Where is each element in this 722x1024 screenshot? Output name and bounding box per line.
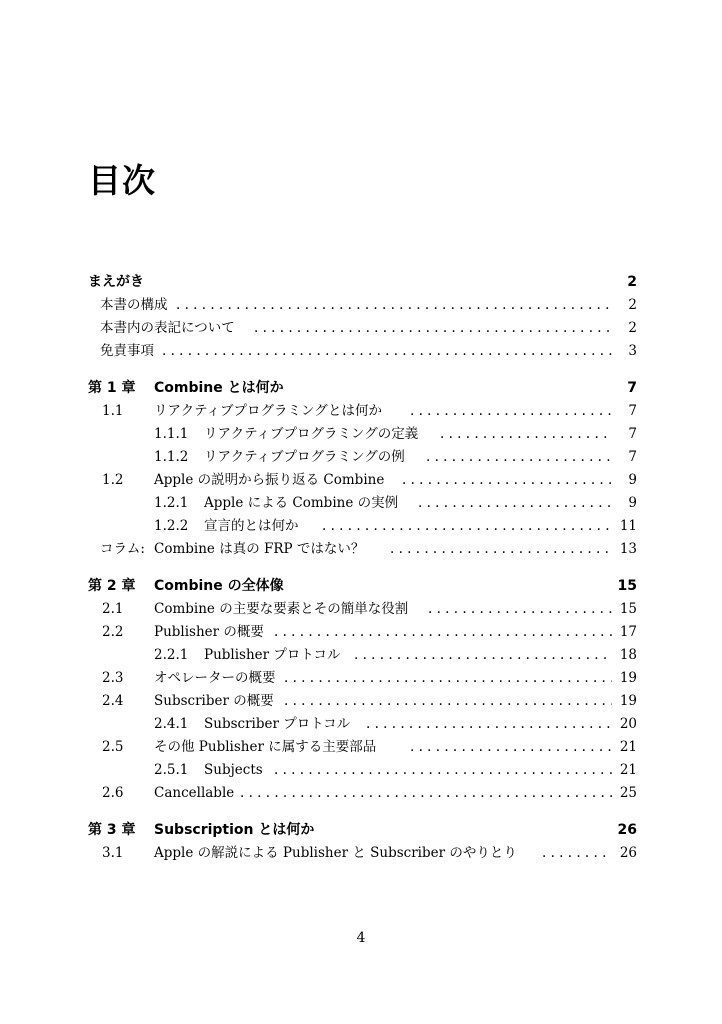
toc-entry-title: Combine は真の FRP ではない？ [154,541,365,557]
toc-page-number: 25 [619,785,637,801]
toc-entry-number: 2.5.1 [154,762,189,778]
toc-entry-title: Subscriber プロトコル [204,716,351,732]
toc-leader-dots [426,446,612,469]
toc-entry[interactable] [88,317,638,340]
toc-entry-title: 宣言的とは何か [204,518,299,534]
toc-entry-number: 2.5 [102,739,124,755]
toc-chapter-label: 第 3 章 [88,822,136,838]
toc-entry-title: Publisher の概要 [154,624,264,640]
toc-entry-title: リアクティブプログラミングとは何か [154,403,383,419]
toc-chapter-title: Combine の全体像 [154,578,284,594]
toc-entry[interactable] [88,736,638,759]
toc-page-number: 19 [619,670,637,686]
toc-entry-number: 2.2.1 [154,647,189,663]
toc-entry[interactable] [88,621,638,644]
toc-entry-title: Cancellable [154,785,235,801]
toc-entry[interactable] [88,294,638,317]
toc-entry-title: その他 Publisher に属する主要部品 [154,739,377,755]
toc-leader-dots [354,644,612,667]
toc-leader-dots [428,598,612,621]
toc-leader-dots [542,842,612,865]
toc-entry-title: Subjects [204,762,263,778]
toc-leader-dots [410,736,612,759]
toc-page-number: 26 [617,822,637,838]
page-title: 目次 [88,161,156,200]
toc-chapter-row[interactable] [88,574,638,598]
toc-entry[interactable] [88,423,638,446]
toc-entry[interactable] [88,667,638,690]
toc-entry[interactable] [88,538,638,561]
toc-page-number: 2 [628,320,637,336]
toc-entry-number: 2.4.1 [154,716,189,732]
toc-leader-dots [240,782,612,805]
toc-page-number: 9 [628,495,637,511]
toc-leader-dots [284,690,612,713]
toc-leader-dots [410,400,612,423]
toc-entry-number: 1.1 [102,403,124,419]
toc-page-number: 2 [627,274,637,290]
toc-entry-number: コラム: [100,541,145,557]
toc-entry-number: 1.2 [102,472,124,488]
toc-entry-number: 1.1.2 [154,449,189,465]
toc-leader-dots [162,340,612,363]
toc-page-number: 15 [617,578,637,594]
toc-page-number: 7 [627,380,637,396]
toc-page-number: 7 [628,426,637,442]
toc-page-number: 18 [619,647,637,663]
toc-entry-title: Apple の解説による Publisher と Subscriber のやりとり [154,845,517,861]
toc-leader-dots [254,317,612,340]
toc-entry-title: リアクティブプログラミングの例 [204,449,405,465]
toc-page-number: 26 [619,845,637,861]
toc-leader-dots [274,621,612,644]
toc-chapter-label: 第 1 章 [88,380,136,396]
toc-entry[interactable] [88,515,638,538]
toc-chapter-row[interactable] [88,270,638,294]
toc-chapter-row[interactable] [88,376,638,400]
toc-leader-dots [284,667,612,690]
toc-page-number: 13 [619,541,637,557]
toc-leader-dots [322,515,612,538]
toc-entry[interactable] [88,644,638,667]
toc-section-chapter-1 [88,376,638,561]
toc-entry-number: 1.2.1 [154,495,189,511]
toc-section-preface [88,270,638,363]
toc-leader-dots [176,294,612,317]
toc-entry-title: Apple による Combine の実例 [204,495,399,511]
toc-entry[interactable] [88,446,638,469]
toc-entry-number: 2.2 [102,624,124,640]
toc-page-number: 3 [628,343,637,359]
toc-chapter-title: Combine とは何か [154,380,284,396]
toc-entry[interactable] [88,690,638,713]
toc-entry-title: Combine の主要な要素とその簡単な役割 [154,601,409,617]
toc-leader-dots [366,713,612,736]
toc-chapter-label: 第 2 章 [88,578,136,594]
toc-page-number: 19 [619,693,637,709]
toc-entry-title: 免責事項 [100,343,154,359]
toc-entry[interactable] [88,340,638,363]
toc-leader-dots [440,423,612,446]
toc-entry-title: Apple の説明から振り返る Combine [154,472,385,488]
toc-entry-number: 3.1 [102,845,124,861]
toc-entry[interactable] [88,759,638,782]
toc-leader-dots [402,469,612,492]
toc-entry-number: 1.1.1 [154,426,189,442]
toc-page-number: 15 [619,601,637,617]
toc-leader-dots [390,538,612,561]
toc-page-number: 20 [619,716,637,732]
toc-entry-title: リアクティブプログラミングの定義 [204,426,419,442]
toc-section-chapter-3 [88,818,638,865]
page-number: 4 [356,930,366,946]
toc-page-number: 9 [628,472,637,488]
toc-entry-title: Publisher プロトコル [204,647,341,663]
toc-entry-number: 2.1 [102,601,124,617]
toc-page-number: 7 [628,449,637,465]
toc-entry[interactable] [88,598,638,621]
toc-page-number: 11 [619,518,637,534]
toc-entry-title: オペレーターの概要 [154,670,276,686]
toc-entry-number: 2.3 [102,670,124,686]
toc-leader-dots [418,492,612,515]
toc-page-number: 2 [628,297,637,313]
toc-section-chapter-2 [88,574,638,805]
toc-chapter-row[interactable] [88,818,638,842]
toc-entry-title: 本書の構成 [100,297,168,313]
toc-chapter-title: まえがき [88,274,144,290]
toc-entry[interactable] [88,400,638,423]
toc-page-number: 17 [619,624,637,640]
toc-page-number: 21 [619,762,637,778]
toc-entry[interactable] [88,782,638,805]
toc-leader-dots [274,759,612,782]
toc-entry-title: 本書内の表記について [100,320,235,336]
toc-entry[interactable] [88,492,638,515]
toc-entry[interactable] [88,842,638,865]
toc-page-number: 7 [628,403,637,419]
toc-chapter-title: Subscription とは何か [154,822,315,838]
table-of-contents [88,270,638,878]
toc-entry-number: 2.4 [102,693,124,709]
toc-entry-number: 2.6 [102,785,124,801]
toc-entry[interactable] [88,713,638,736]
toc-entry-title: Subscriber の概要 [154,693,274,709]
toc-entry-number: 1.2.2 [154,518,189,534]
toc-entry[interactable] [88,469,638,492]
toc-page-number: 21 [619,739,637,755]
